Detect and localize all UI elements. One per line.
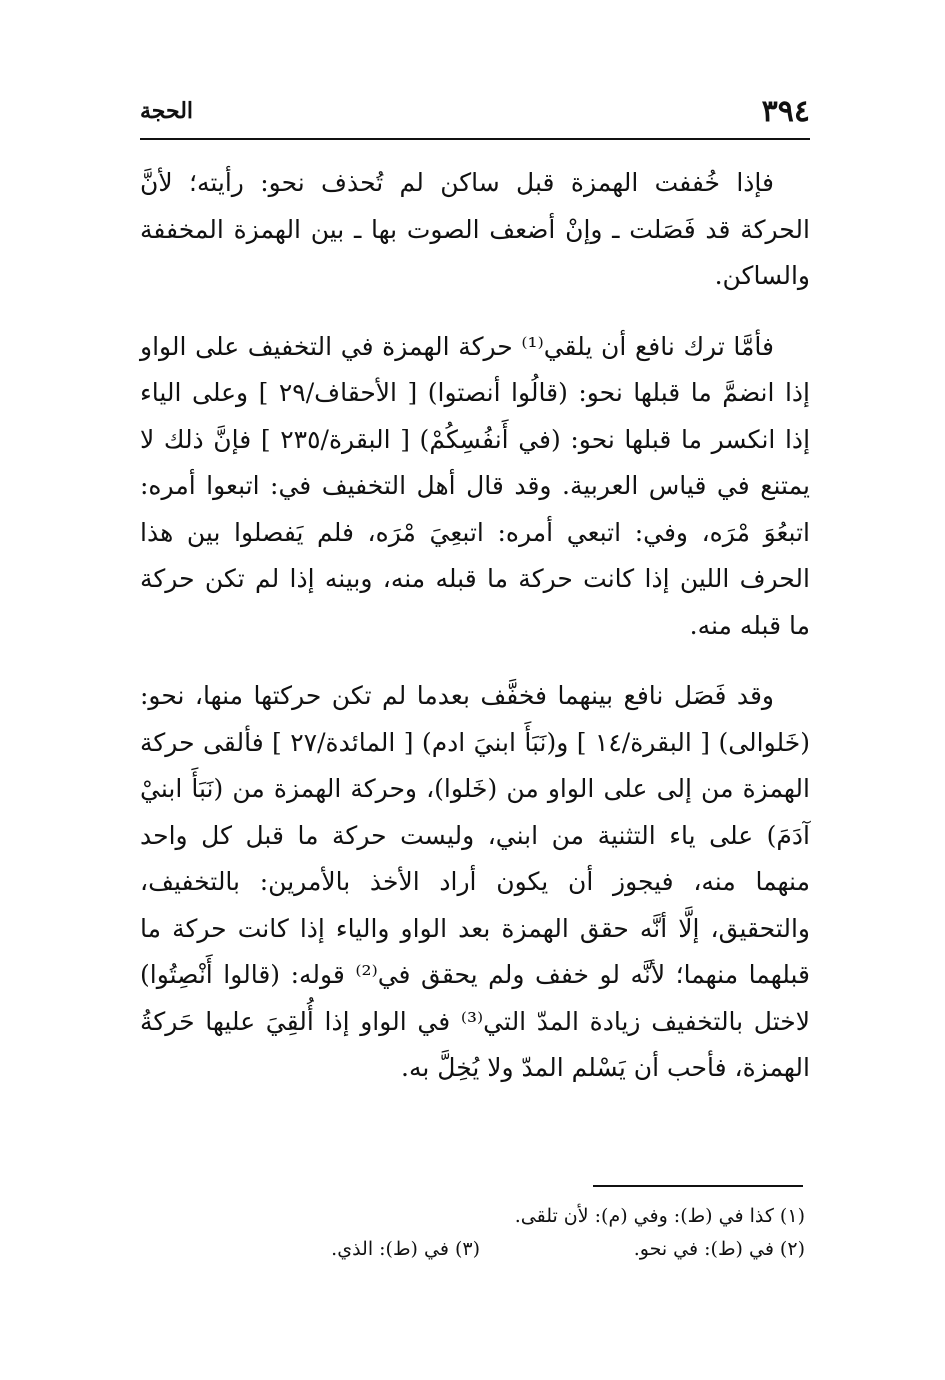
footnotes: [140, 1200, 805, 1266]
footnote-2: (٢) في (ط): في نحو.: [633, 1238, 805, 1260]
footnote-rule: [593, 1185, 803, 1187]
page-header: [140, 94, 810, 134]
running-title: الحجة: [140, 98, 194, 124]
footnote-1: (١) كذا في (ط): وفي (م): لأن تلقى.: [514, 1205, 805, 1227]
body-text: [140, 160, 810, 1092]
paragraph-1: فإذا خُففت الهمزة قبل ساكن لم تُحذف نحو: رأيته؛ لأنَّ الحركة قد فَصَلت ـ وإنْ أضعف الصوت بها ـ بين الهمزة المخففة والساكن.: [140, 168, 810, 290]
paragraph-3: وقد فَصَل نافع بينهما فخفَّف بعدما لم تكن حركتها منها، نحو: (خَلوالى) [ البقرة/١٤ ] و(نَبَأَ ابنيَ ادم) [ المائدة/٢٧ ] فألقى حركة الهمزة من إلى على الواو من (خَلوا)، وحركة الهمزة من (نَبَأَ ابنيْ آدَمَ) على ياء التثنية من ابني، وليست حركة ما قبل كل واحد منهما منه، فيجوز أن يكون أراد الأخذ بالأمرين: بالتخفيف، والتحقيق، إلَّا أنَّه حقق الهمزة بعد الواو والياء إذا كانت حركة ما قبلهما منهما؛ لأنَّه لو خفف ولم يحقق في⁽²⁾ قوله: (قالوا أَنْصِتُوا) لاختل بالتخفيف زيادة المدّ التي⁽³⁾ في الواو إذا أُلقِيَ عليها حَركةُ الهمزة، فأحب أن يَسْلم المدّ ولا يُخِلَّ به.: [140, 681, 810, 1082]
footnote-line-1: [140, 1200, 805, 1233]
footnote-3: (٣) في (ط): الذي.: [331, 1238, 480, 1260]
footnote-line-2: [140, 1233, 805, 1266]
page-number: ٣٩٤: [761, 94, 810, 129]
paragraph-2: فأمَّا ترك نافع أن يلقي⁽¹⁾ حركة الهمزة في التخفيف على الواو إذا انضمَّ ما قبلها نحو: (قالُوا أنصتوا) [ الأحقاف/٢٩ ] وعلى الياء إذا انكسر ما قبلها نحو: (في أَنفُسِكُمْ) [ البقرة/٢٣٥ ] فإنَّ ذلك لا يمتنع في قياس العربية. وقد قال أهل التخفيف في: اتبعوا أمره: اتبعُوَ مْرَه، وفي: اتبعي أمره: اتبعِيَ مْرَه، فلم يَفصلوا بين هذا الحرف اللين إذا كانت حركة ما قبله منه، وبينه إذا لم تكن حركة ما قبله منه.: [140, 331, 811, 640]
header-rule: [140, 138, 810, 140]
